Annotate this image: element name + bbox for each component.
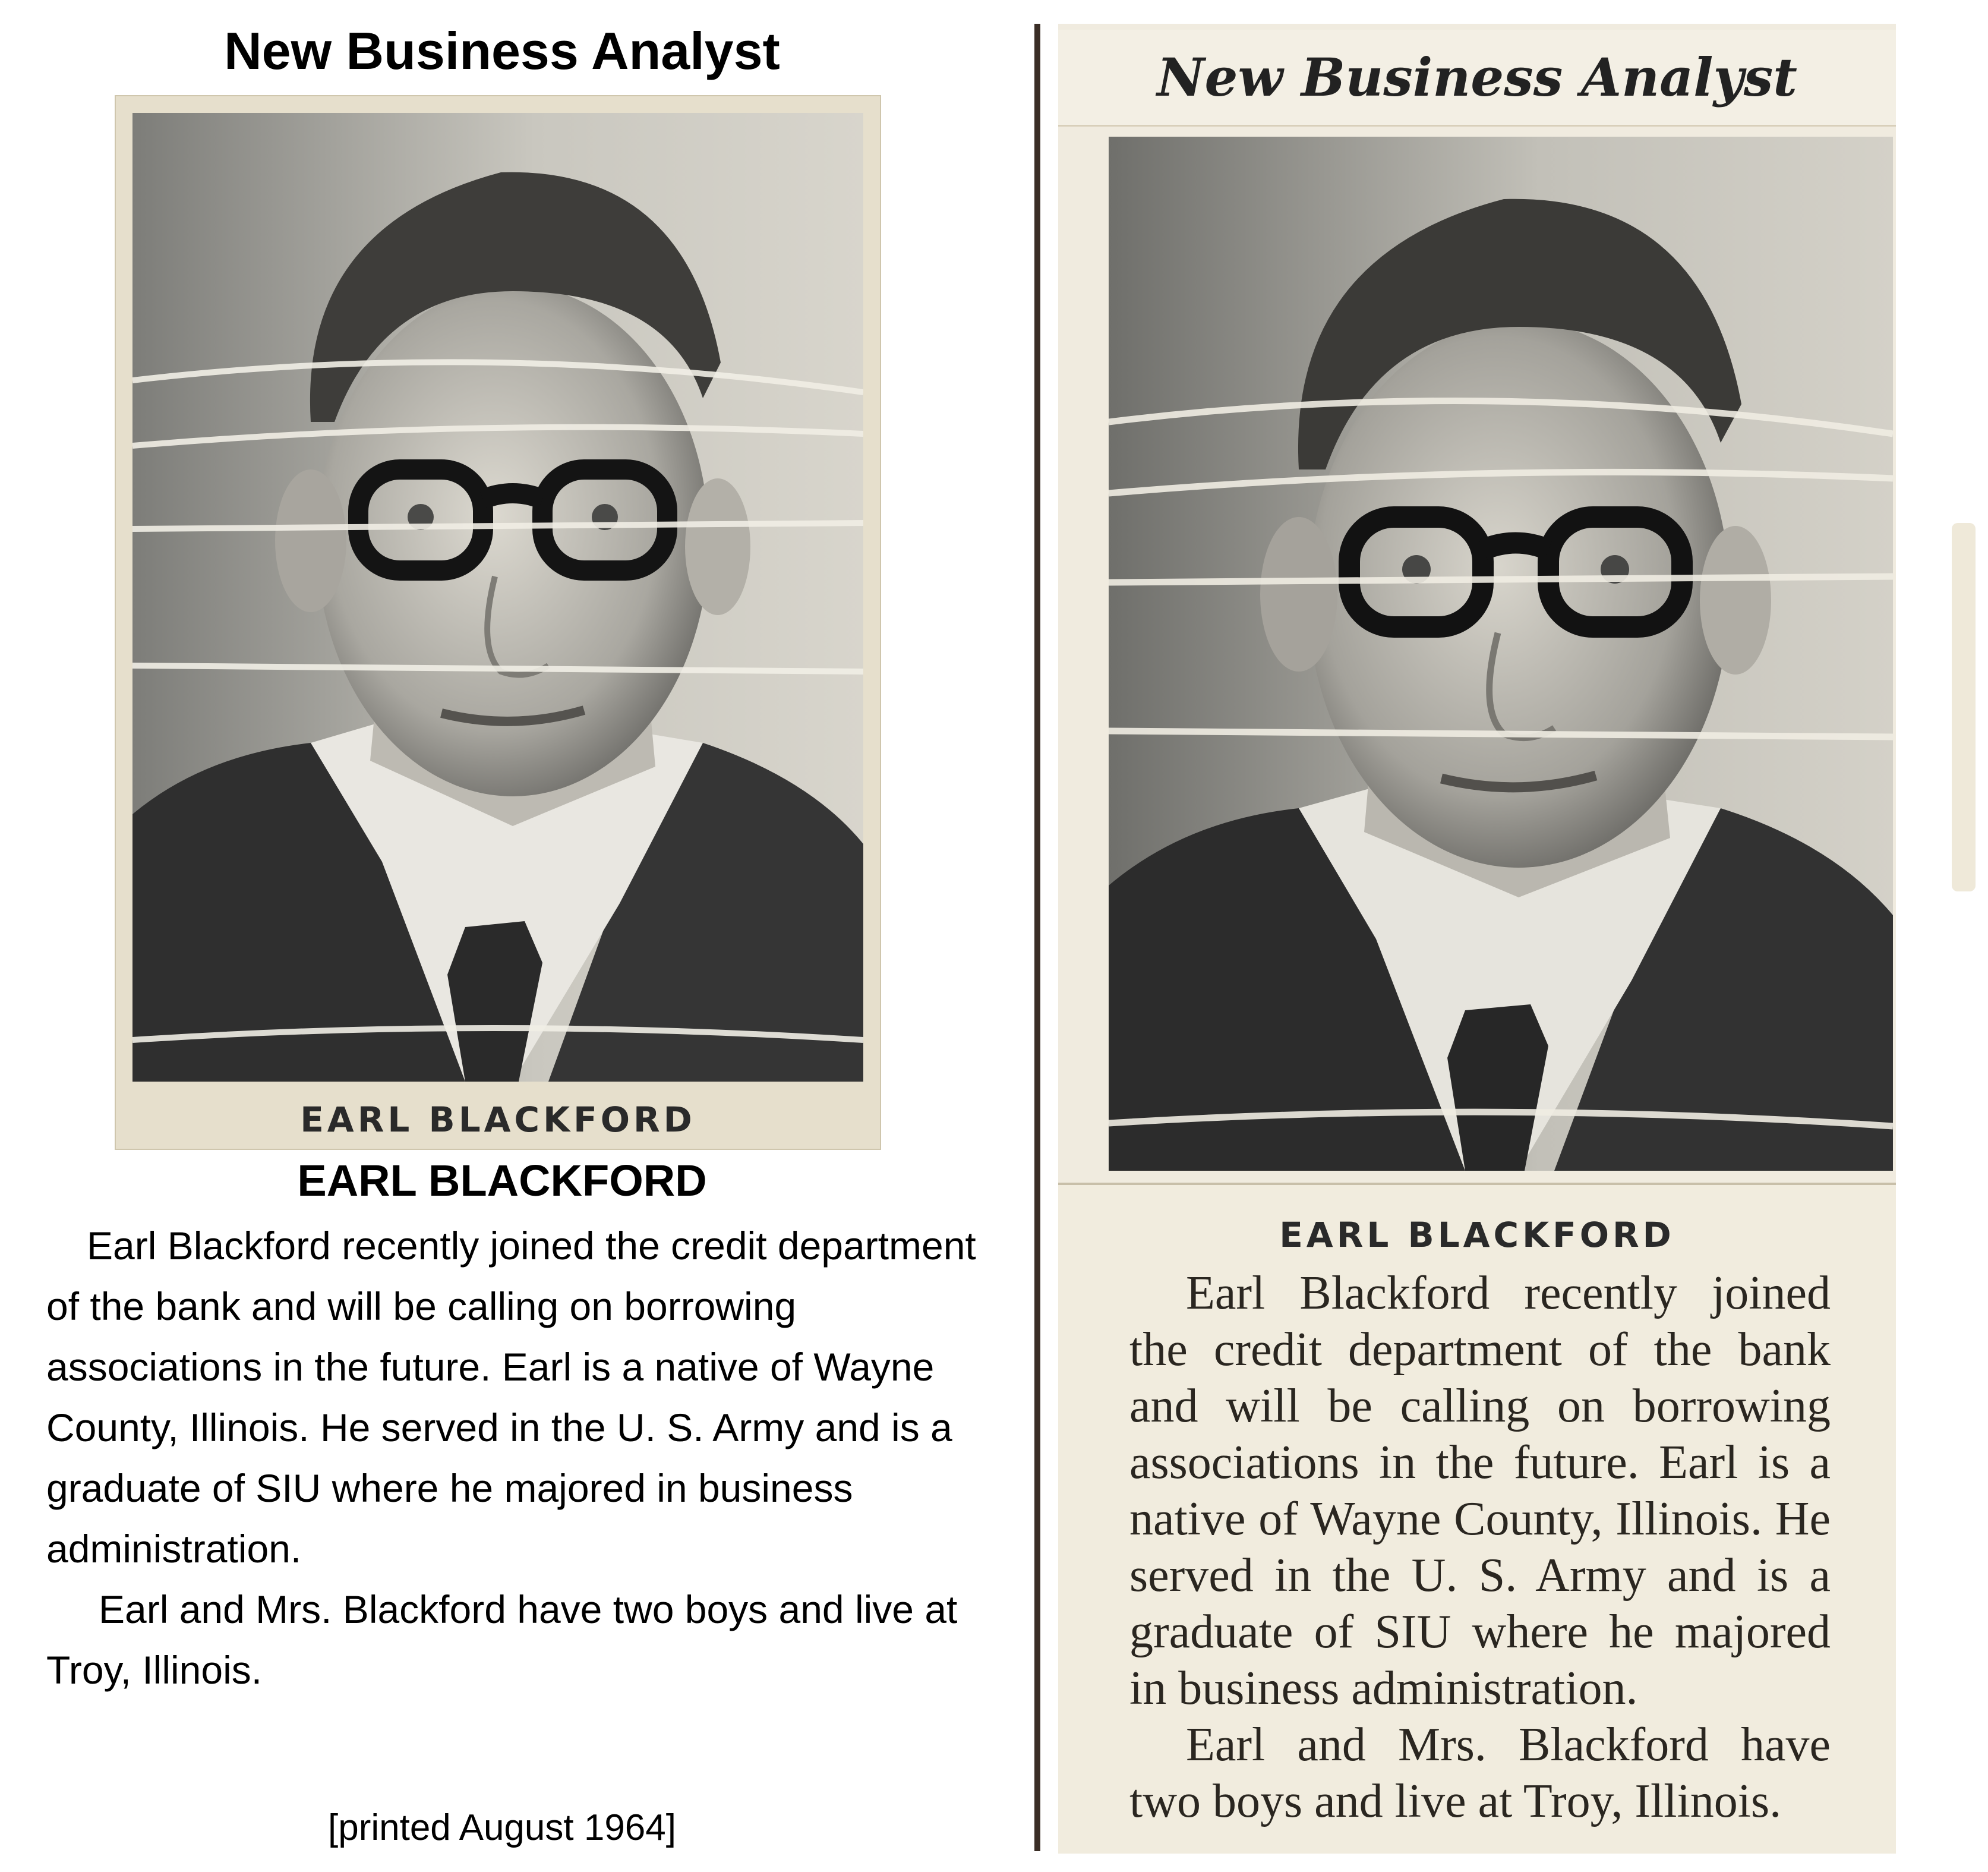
clipping-photo-caption: EARL BLACKFORD (1279, 1215, 1675, 1255)
clipping-paragraph-1: Earl Blackford recently joined the credit department of the bank and will be calling on borrowing associations in the future. Earl is a native of Wayne County, Illinois. He served in the U. S. Army and is a graduate of SIU where he majored in business administration. (1129, 1267, 1831, 1715)
print-date-note: [printed August 1964] (327, 1807, 676, 1848)
scan-edge-divider (1034, 24, 1040, 1851)
name-heading: EARL BLACKFORD (297, 1156, 707, 1205)
article-body (46, 1215, 1003, 1700)
portrait-photo (132, 113, 863, 1082)
clipping-paragraph-2: Earl and Mrs. Blackford have two boys and live at Troy, Illinois. (1129, 1719, 1831, 1827)
photo-caption: EARL BLACKFORD (300, 1099, 696, 1140)
adjacent-clipping-edge (1952, 523, 1976, 891)
clipping-portrait-photo (1109, 137, 1893, 1171)
headline: New Business Analyst (224, 21, 780, 80)
article-paragraph-2: Earl and Mrs. Blackford have two boys and live at Troy, Illinois. (46, 1587, 958, 1692)
original-clipping-scan (1058, 24, 1896, 1851)
portrait-photo-frame (115, 95, 881, 1150)
article-paragraph-1: Earl Blackford recently joined the credit department of the bank and will be calling on borrowing associations in the future. Earl is a native of Wayne County, Illinois. He served in the U. S. Army and is a graduate of SIU where he majored in business administration. (46, 1224, 976, 1571)
clipping-article-body (1129, 1265, 1831, 1830)
clipping-headline: New Business Analyst (1058, 30, 1896, 127)
clipping-text-panel (1058, 1183, 1896, 1854)
